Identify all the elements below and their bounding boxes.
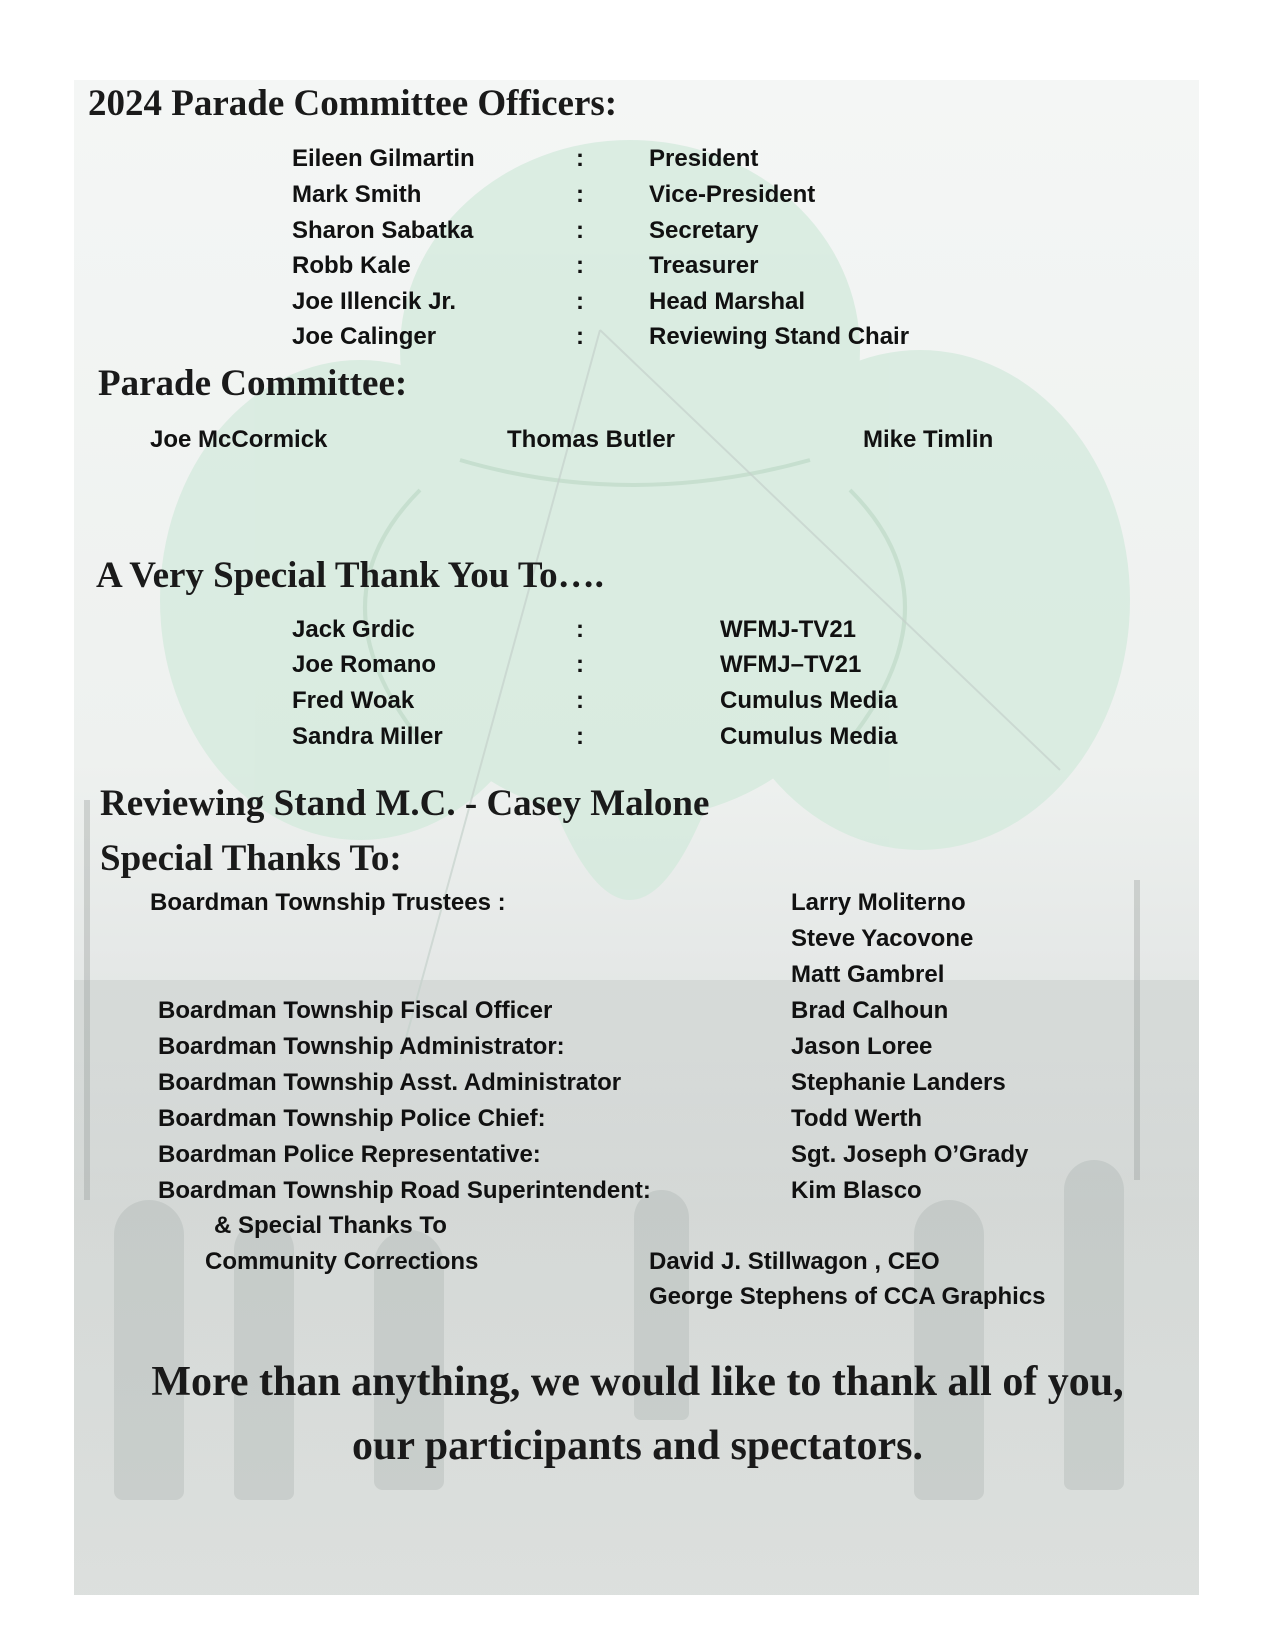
separator: :: [576, 651, 584, 678]
media-contact-name: Jack Grdic: [292, 616, 415, 643]
officer-name: Mark Smith: [292, 181, 422, 208]
separator: :: [576, 288, 584, 315]
officer-title: Treasurer: [649, 252, 759, 279]
official-name: Brad Calhoun: [791, 997, 949, 1024]
officer-title: Reviewing Stand Chair: [649, 323, 910, 350]
official-role: Boardman Township Asst. Administrator: [158, 1069, 622, 1096]
officers-heading: 2024 Parade Committee Officers:: [88, 83, 618, 124]
separator: :: [576, 687, 584, 714]
official-role: Boardman Police Representative:: [158, 1141, 541, 1168]
trustees-label: Boardman Township Trustees :: [150, 889, 506, 916]
officer-name: Robb Kale: [292, 252, 411, 279]
media-thanks-heading: A Very Special Thank You To….: [96, 555, 604, 596]
official-name: Todd Werth: [791, 1105, 923, 1132]
extra-thanks-label: & Special Thanks To: [214, 1212, 447, 1239]
official-name: Stephanie Landers: [791, 1069, 1006, 1096]
media-org: Cumulus Media: [720, 723, 898, 750]
separator: :: [576, 217, 584, 244]
officer-title: Head Marshal: [649, 288, 806, 315]
official-name: Kim Blasco: [791, 1177, 922, 1204]
closing-message: [60, 1350, 1215, 1478]
trustee-name: Steve Yacovone: [791, 925, 974, 952]
officer-name: Eileen Gilmartin: [292, 145, 475, 172]
officer-name: Joe Illencik Jr.: [292, 288, 457, 315]
committee-member: Thomas Butler: [507, 426, 676, 453]
separator: :: [576, 616, 584, 643]
officer-name: Joe Calinger: [292, 323, 437, 350]
mc-heading: Reviewing Stand M.C. - Casey Malone: [100, 783, 710, 824]
separator: :: [576, 723, 584, 750]
special-thanks-heading: Special Thanks To:: [100, 838, 402, 879]
media-org: WFMJ-TV21: [720, 616, 857, 643]
media-contact-name: Fred Woak: [292, 687, 415, 714]
committee-member: Mike Timlin: [863, 426, 994, 453]
media-contact-name: Sandra Miller: [292, 723, 443, 750]
official-role: Boardman Township Road Superintendent:: [158, 1177, 651, 1204]
community-corrections-label: Community Corrections: [205, 1248, 479, 1275]
official-name: Sgt. Joseph O’Grady: [791, 1141, 1029, 1168]
officer-title: President: [649, 145, 759, 172]
separator: :: [576, 181, 584, 208]
trustee-name: Matt Gambrel: [791, 961, 945, 988]
separator: :: [576, 323, 584, 350]
trustee-name: Larry Moliterno: [791, 889, 966, 916]
media-contact-name: Joe Romano: [292, 651, 437, 678]
official-role: Boardman Township Police Chief:: [158, 1105, 546, 1132]
officer-title: Secretary: [649, 217, 759, 244]
closing-line-2: our participants and spectators.: [352, 1423, 923, 1469]
committee-member: Joe McCormick: [150, 426, 328, 453]
officer-title: Vice-President: [649, 181, 816, 208]
closing-line-1: More than anything, we would like to thank all of you,: [151, 1359, 1124, 1405]
official-name: Jason Loree: [791, 1033, 933, 1060]
official-role: Boardman Township Fiscal Officer: [158, 997, 553, 1024]
official-role: Boardman Township Administrator:: [158, 1033, 565, 1060]
committee-heading: Parade Committee:: [98, 363, 408, 404]
separator: :: [576, 252, 584, 279]
extra-thanks-name: George Stephens of CCA Graphics: [649, 1283, 1046, 1310]
extra-thanks-name: David J. Stillwagon , CEO: [649, 1248, 940, 1275]
media-org: Cumulus Media: [720, 687, 898, 714]
separator: :: [576, 145, 584, 172]
officer-name: Sharon Sabatka: [292, 217, 474, 244]
media-org: WFMJ–TV21: [720, 651, 862, 678]
